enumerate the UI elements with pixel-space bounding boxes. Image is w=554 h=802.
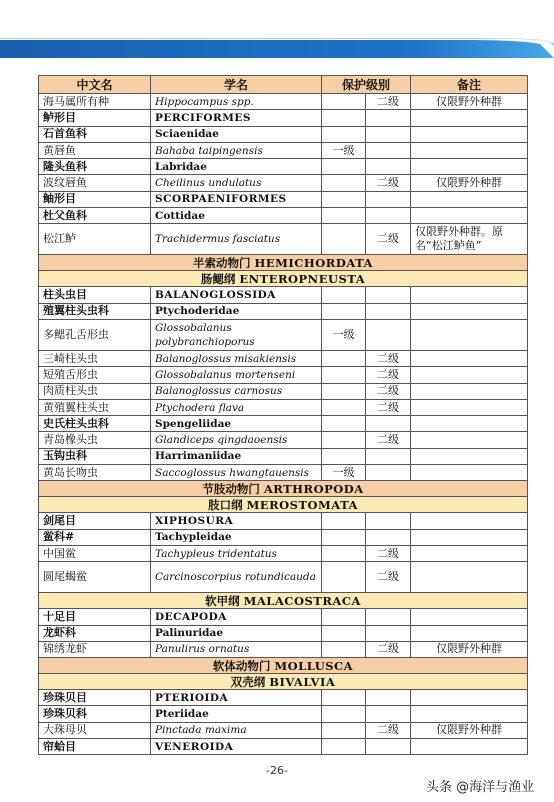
level-one-cell — [322, 224, 366, 255]
chinese-name-cell: 短殖舌形虫 — [39, 367, 151, 383]
level-two-cell — [366, 303, 411, 319]
level-one-cell — [322, 432, 366, 448]
level-one-cell: 一级 — [322, 465, 366, 481]
phylum-latin-name: ARTHROPODA — [263, 481, 364, 496]
level-two-cell — [366, 126, 411, 142]
chinese-name-cell: 中国鲎 — [39, 545, 151, 561]
chinese-name-cell: 隆头鱼科 — [39, 159, 151, 175]
level-one-cell — [322, 303, 366, 319]
level-one-cell — [322, 690, 366, 706]
level-one-cell — [322, 448, 366, 464]
level-one-cell — [322, 739, 366, 755]
level-two-cell — [366, 208, 411, 224]
level-two-cell — [366, 191, 411, 207]
scientific-name-cell: Trachidermus fasciatus — [151, 224, 322, 255]
header-banner — [0, 38, 554, 58]
note-cell — [411, 545, 528, 561]
level-one-cell — [322, 625, 366, 641]
level-two-cell: 二级 — [366, 399, 411, 415]
level-two-cell — [366, 465, 411, 481]
family-row — [39, 625, 528, 641]
chinese-name-cell: 史氏柱头虫科 — [39, 416, 151, 432]
level-one-cell — [322, 545, 366, 561]
note-cell — [411, 191, 528, 207]
class-chinese-name: 软甲纲 — [205, 593, 240, 608]
class-heading — [39, 674, 528, 690]
note-cell — [411, 529, 528, 545]
level-one-cell — [322, 208, 366, 224]
level-two-cell — [366, 609, 411, 625]
phylum-heading-row — [39, 658, 528, 674]
species-table — [38, 75, 528, 755]
level-one-cell — [322, 529, 366, 545]
species-row — [39, 142, 528, 158]
chinese-name-cell: 黄唇鱼 — [39, 142, 151, 158]
class-latin-name: MALACOSTRACA — [243, 593, 361, 608]
chinese-name-cell: 杜父鱼科 — [39, 208, 151, 224]
scientific-name-cell: Glossobalanus polybranchioporus — [151, 319, 322, 350]
note-cell: 仅限野外种群 — [411, 175, 528, 191]
species-row — [39, 722, 528, 738]
chinese-name-cell: 珍珠贝科 — [39, 706, 151, 722]
page-number: -26- — [266, 764, 288, 777]
chinese-name-cell: 肉质柱头虫 — [39, 383, 151, 399]
phylum-heading-row — [39, 481, 528, 497]
scientific-name-cell: Cottidae — [151, 208, 322, 224]
level-one-cell — [322, 562, 366, 593]
species-row — [39, 367, 528, 383]
level-one-cell — [322, 513, 366, 529]
scientific-name-cell: XIPHOSURA — [151, 513, 322, 529]
watermark-text: 头条 @海洋与渔业 — [426, 780, 535, 795]
level-one-cell — [322, 350, 366, 366]
note-cell — [411, 432, 528, 448]
note-cell — [411, 142, 528, 158]
table-header-row — [39, 76, 528, 94]
species-row — [39, 562, 528, 593]
note-cell — [411, 706, 528, 722]
family-row — [39, 208, 528, 224]
level-one-cell — [322, 191, 366, 207]
chinese-name-cell: 多鳃孔舌形虫 — [39, 319, 151, 350]
class-latin-name: BIVALVIA — [269, 674, 336, 689]
species-row — [39, 641, 528, 657]
level-two-cell — [366, 513, 411, 529]
scientific-name-cell: Pteriidae — [151, 706, 322, 722]
column-header-protection-level: 保护级别 — [322, 76, 411, 94]
class-heading-row — [39, 271, 528, 287]
chinese-name-cell: 青岛橡头虫 — [39, 432, 151, 448]
species-row — [39, 224, 528, 255]
note-cell — [411, 690, 528, 706]
level-one-cell — [322, 399, 366, 415]
level-two-cell — [366, 625, 411, 641]
order-row — [39, 690, 528, 706]
level-two-cell — [366, 319, 411, 350]
chinese-name-cell: 龙虾科 — [39, 625, 151, 641]
level-one-cell — [322, 383, 366, 399]
level-two-cell: 二级 — [366, 722, 411, 738]
chinese-name-cell: 鲈形目 — [39, 110, 151, 126]
note-cell — [411, 367, 528, 383]
level-two-cell: 二级 — [366, 350, 411, 366]
level-one-cell: 一级 — [322, 142, 366, 158]
class-heading-row — [39, 497, 528, 513]
scientific-name-cell: Spengeliidae — [151, 416, 322, 432]
scientific-name-cell: Balanoglossus carnosus — [151, 383, 322, 399]
class-latin-name: ENTEROPNEUSTA — [239, 271, 366, 286]
chinese-name-cell: 黄殖翼柱头虫 — [39, 399, 151, 415]
level-two-cell — [366, 159, 411, 175]
note-cell — [411, 319, 528, 350]
column-header-chinese-name: 中文名 — [39, 76, 151, 94]
level-two-cell: 二级 — [366, 641, 411, 657]
chinese-name-cell: 松江鲈 — [39, 224, 151, 255]
chinese-name-cell: 鲎科# — [39, 529, 151, 545]
class-heading-row — [39, 593, 528, 609]
scientific-name-cell: Carcinoscorpius rotundicauda — [151, 562, 322, 593]
scientific-name-cell: Hippocampus spp. — [151, 94, 322, 110]
scientific-name-cell: SCORPAENIFORMES — [151, 191, 322, 207]
column-header-note: 备注 — [411, 76, 528, 94]
level-one-cell — [322, 722, 366, 738]
chinese-name-cell: 大珠母贝 — [39, 722, 151, 738]
level-one-cell — [322, 367, 366, 383]
family-row — [39, 126, 528, 142]
class-heading — [39, 593, 528, 609]
species-row — [39, 383, 528, 399]
chinese-name-cell: 十足目 — [39, 609, 151, 625]
level-two-cell: 二级 — [366, 545, 411, 561]
family-row — [39, 416, 528, 432]
chinese-name-cell: 波纹唇鱼 — [39, 175, 151, 191]
scientific-name-cell: Harrimaniidae — [151, 448, 322, 464]
note-cell: 仅限野外种群。原名“松江鲈鱼” — [411, 224, 528, 255]
level-one-cell — [322, 287, 366, 303]
note-cell — [411, 416, 528, 432]
order-row — [39, 191, 528, 207]
note-cell — [411, 625, 528, 641]
note-cell — [411, 399, 528, 415]
level-two-cell — [366, 690, 411, 706]
note-cell — [411, 126, 528, 142]
column-header-scientific-name: 学名 — [151, 76, 322, 94]
note-cell — [411, 513, 528, 529]
scientific-name-cell: Palinuridae — [151, 625, 322, 641]
level-one-cell — [322, 126, 366, 142]
scientific-name-cell: Tachypleus tridentatus — [151, 545, 322, 561]
note-cell — [411, 739, 528, 755]
level-two-cell — [366, 739, 411, 755]
scientific-name-cell: Balanoglossus misakiensis — [151, 350, 322, 366]
level-one-cell — [322, 94, 366, 110]
family-row — [39, 529, 528, 545]
phylum-heading — [39, 481, 528, 497]
note-cell — [411, 287, 528, 303]
species-row — [39, 432, 528, 448]
phylum-chinese-name: 半索动物门 — [193, 255, 251, 270]
order-row — [39, 739, 528, 755]
note-cell — [411, 303, 528, 319]
scientific-name-cell: Glossobalanus mortenseni — [151, 367, 322, 383]
family-row — [39, 448, 528, 464]
order-row — [39, 110, 528, 126]
note-cell — [411, 465, 528, 481]
scientific-name-cell: Glandiceps qingdaoensis — [151, 432, 322, 448]
level-two-cell: 二级 — [366, 383, 411, 399]
scientific-name-cell: Ptychoderidae — [151, 303, 322, 319]
scientific-name-cell: Sciaenidae — [151, 126, 322, 142]
note-cell — [411, 562, 528, 593]
chinese-name-cell: 黄岛长吻虫 — [39, 465, 151, 481]
chinese-name-cell: 柱头虫目 — [39, 287, 151, 303]
note-cell — [411, 159, 528, 175]
level-two-cell — [366, 529, 411, 545]
phylum-heading — [39, 658, 528, 674]
scientific-name-cell: Bahaba taipingensis — [151, 142, 322, 158]
scientific-name-cell: Saccoglossus hwangtauensis — [151, 465, 322, 481]
level-one-cell — [322, 159, 366, 175]
note-cell: 仅限野外种群 — [411, 722, 528, 738]
scientific-name-cell: Ptychodera flava — [151, 399, 322, 415]
level-two-cell: 二级 — [366, 224, 411, 255]
phylum-chinese-name: 软体动物门 — [212, 658, 271, 673]
note-cell — [411, 110, 528, 126]
level-two-cell: 二级 — [366, 175, 411, 191]
note-cell — [411, 208, 528, 224]
species-row — [39, 175, 528, 191]
species-row — [39, 545, 528, 561]
chinese-name-cell: 海马属所有种 — [39, 94, 151, 110]
level-two-cell: 二级 — [366, 562, 411, 593]
class-chinese-name: 肢口纲 — [208, 497, 243, 512]
chinese-name-cell: 剑尾目 — [39, 513, 151, 529]
chinese-name-cell: 鲉形目 — [39, 191, 151, 207]
species-row — [39, 465, 528, 481]
note-cell — [411, 609, 528, 625]
scientific-name-cell: Cheilinus undulatus — [151, 175, 322, 191]
phylum-latin-name: HEMICHORDATA — [254, 255, 373, 270]
chinese-name-cell: 殖翼柱头虫科 — [39, 303, 151, 319]
level-two-cell — [366, 706, 411, 722]
level-one-cell: 一级 — [322, 319, 366, 350]
family-row — [39, 706, 528, 722]
chinese-name-cell: 珍珠贝目 — [39, 690, 151, 706]
level-one-cell — [322, 175, 366, 191]
scientific-name-cell: VENEROIDA — [151, 739, 322, 755]
chinese-name-cell: 石首鱼科 — [39, 126, 151, 142]
level-two-cell — [366, 416, 411, 432]
level-two-cell — [366, 448, 411, 464]
species-row — [39, 94, 528, 110]
level-two-cell — [366, 142, 411, 158]
level-one-cell — [322, 110, 366, 126]
chinese-name-cell: 玉钩虫科 — [39, 448, 151, 464]
level-one-cell — [322, 416, 366, 432]
family-row — [39, 159, 528, 175]
note-cell — [411, 383, 528, 399]
chinese-name-cell: 锦绣龙虾 — [39, 641, 151, 657]
order-row — [39, 287, 528, 303]
phylum-chinese-name: 节肢动物门 — [202, 481, 260, 496]
chinese-name-cell: 圆尾蝎鲎 — [39, 562, 151, 593]
scientific-name-cell: BALANOGLOSSIDA — [151, 287, 322, 303]
note-cell: 仅限野外种群 — [411, 94, 528, 110]
scientific-name-cell: PTERIOIDA — [151, 690, 322, 706]
phylum-heading-row — [39, 255, 528, 271]
class-chinese-name: 肠鳃纲 — [200, 271, 236, 286]
level-two-cell: 二级 — [366, 94, 411, 110]
level-one-cell — [322, 641, 366, 657]
class-heading-row — [39, 674, 528, 690]
species-row — [39, 399, 528, 415]
scientific-name-cell: PERCIFORMES — [151, 110, 322, 126]
note-cell — [411, 350, 528, 366]
family-row — [39, 303, 528, 319]
level-two-cell — [366, 110, 411, 126]
note-cell — [411, 448, 528, 464]
class-chinese-name: 双壳纲 — [230, 674, 266, 689]
scientific-name-cell: Panulirus ornatus — [151, 641, 322, 657]
order-row — [39, 609, 528, 625]
phylum-latin-name: MOLLUSCA — [274, 658, 354, 673]
class-latin-name: MEROSTOMATA — [246, 497, 358, 512]
species-row — [39, 319, 528, 350]
level-one-cell — [322, 706, 366, 722]
level-one-cell — [322, 609, 366, 625]
class-heading — [39, 497, 528, 513]
scientific-name-cell: Labridae — [151, 159, 322, 175]
class-heading — [39, 271, 528, 287]
scientific-name-cell: Tachypleidae — [151, 529, 322, 545]
phylum-heading — [39, 255, 528, 271]
note-cell: 仅限野外种群 — [411, 641, 528, 657]
chinese-name-cell: 三崎柱头虫 — [39, 350, 151, 366]
scientific-name-cell: Pinctada maxima — [151, 722, 322, 738]
scientific-name-cell: DECAPODA — [151, 609, 322, 625]
level-two-cell — [366, 287, 411, 303]
species-row — [39, 350, 528, 366]
order-row — [39, 513, 528, 529]
chinese-name-cell: 帘蛤目 — [39, 739, 151, 755]
level-two-cell: 二级 — [366, 367, 411, 383]
level-two-cell: 二级 — [366, 432, 411, 448]
